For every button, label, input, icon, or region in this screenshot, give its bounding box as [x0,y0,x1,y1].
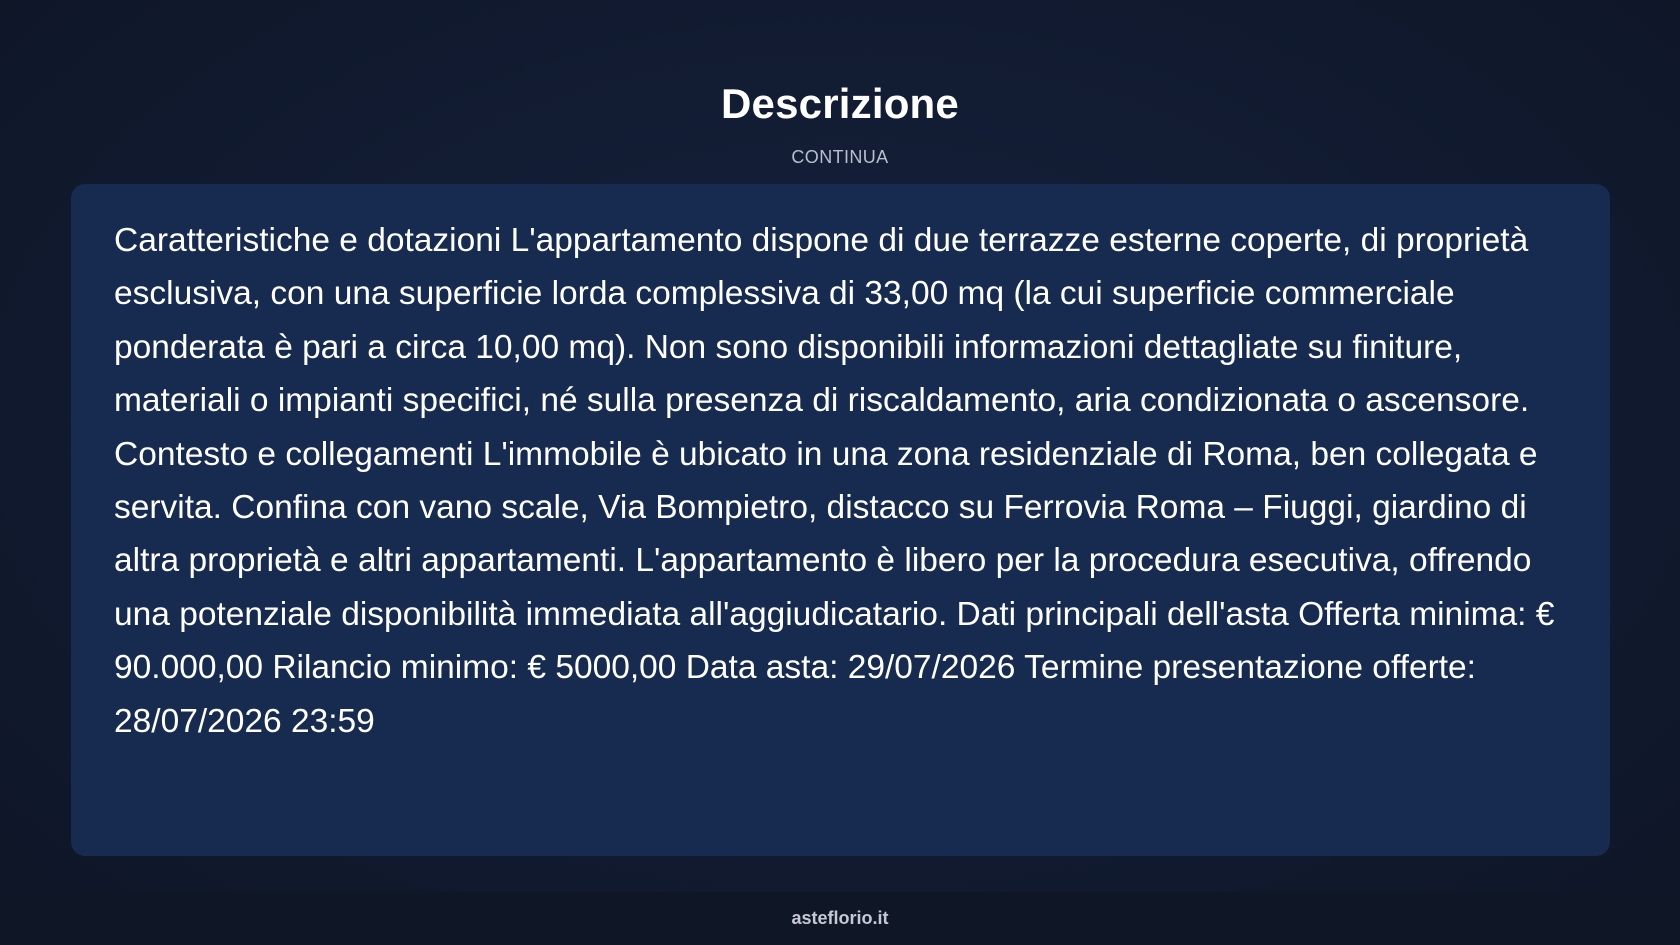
page-title: Descrizione [721,80,959,127]
footer [0,892,1680,945]
footer-site-label: asteflorio.it [791,908,889,928]
continue-link[interactable]: CONTINUA [791,147,889,167]
description-card [71,184,1610,856]
description-text: Caratteristiche e dotazioni L'appartamento dispone di due terrazze esterne coperte, di proprietà esclusiva, con una superficie lorda complessiva di 33,00 mq (la cui superficie commerciale ponderata è pari a circa 10,00 mq). Non sono disponibili informazioni dettagliate su finiture, materiali o impianti specifici, né sulla presenza di riscaldamento, aria condizionata o ascensore. Contesto e collegamenti L'immobile è ubicato in una zona residenziale di Roma, ben collegata e servita. Confina con vano scale, Via Bompietro, distacco su Ferrovia Roma – Fiuggi, giardino di altra proprietà e altri appartamenti. L'appartamento è libero per la procedura esecutiva, offrendo una potenziale disponibilità immediata all'aggiudicatario. Dati principali dell'asta Offerta minima: € 90.000,00 Rilancio minimo: € 5000,00 Data asta: 29/07/2026 Termine presentazione offerte: 28/07/2026 23:59 [114,222,1555,740]
